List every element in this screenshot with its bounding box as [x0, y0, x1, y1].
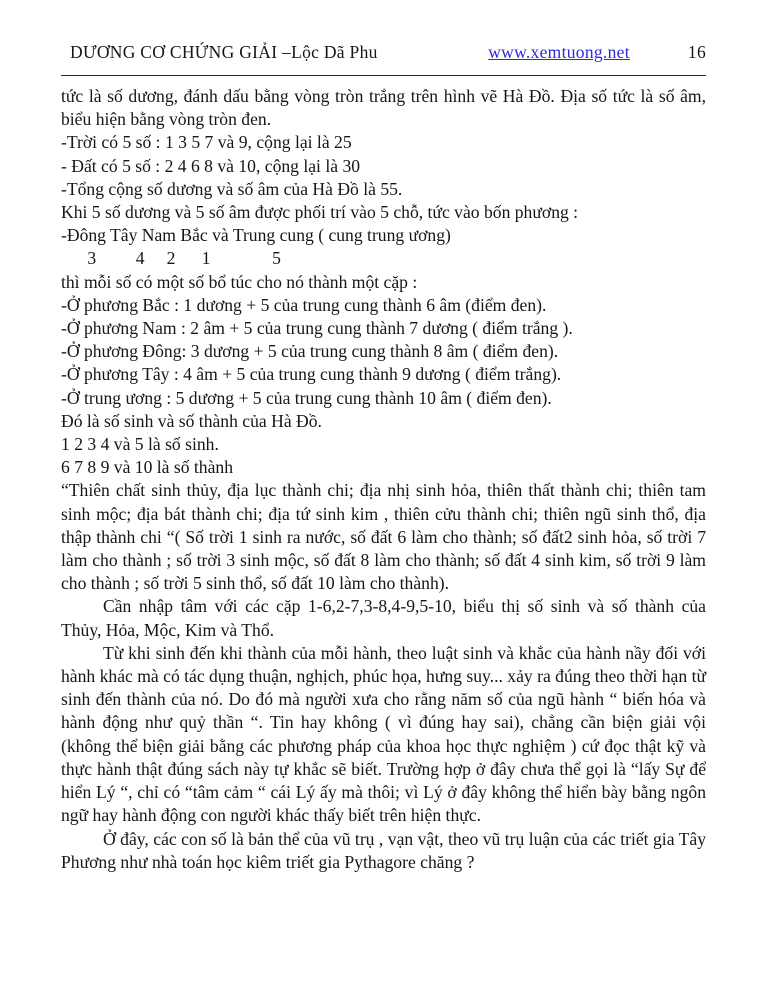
- paragraph-tu-khi-sinh: Từ khi sinh đến khi thành của mỗi hành, theo luật sinh và khắc của hành nầy đối với hành khác mà có tác dụng thuận, nghịch, phúc họa, hưng suy... xảy ra đúng theo thời hạn từ sinh đến thành của nó. Do đó mà người xưa cho rằng năm số của ngũ hành “ biến hóa và hành động như quỷ thần “. Tin hay không ( vì đúng hay sai), chẳng cần biện giải vội (không thể biện giải bằng các phương pháp của khoa học thực nghiệm ) cứ đọc thật kỹ và thực hành thật đúng sách này tự khắc sẽ biết. Trường hợp ở đây chưa thể gọi là “lấy Sự để hiển Lý “, chỉ có “tâm cảm “ cái Lý ấy mà thôi; vì Lý ở đây không thể hiển bày bằng ngôn ngữ hay hành động con người khác thấy biết trên hiện thực.: [61, 642, 706, 826]
- numbers-row: 3 4 2 1 5: [61, 248, 281, 269]
- page-header: [70, 42, 706, 63]
- document-body: [61, 85, 706, 874]
- line-so-sinh: 1 2 3 4 và 5 là số sinh.: [61, 434, 219, 455]
- line-dong-tay-nam-bac: -Đông Tây Nam Bắc và Trung cung ( cung trung ương): [61, 225, 451, 246]
- line-tong-cong: -Tổng cộng số dương và số âm của Hà Đồ là 55.: [61, 178, 403, 199]
- line-so-sinh-so-thanh: Đó là số sinh và số thành của Hà Đồ.: [61, 410, 322, 431]
- website-link[interactable]: www.xemtuong.net: [488, 42, 630, 62]
- paragraph-intro: tức là số dương, đánh dấu bằng vòng tròn trắng trên hình vẽ Hà Đồ. Địa số tức là số âm, biểu hiện bằng vòng tròn đen.: [61, 86, 706, 130]
- line-dat-5-so: - Đất có 5 số : 2 4 6 8 và 10, cộng lại là 30: [61, 155, 361, 176]
- line-khi-5-so: Khi 5 số dương và 5 số âm được phối trí vào 5 chỗ, tức vào bốn phương :: [61, 202, 579, 223]
- paragraph-o-day: Ở đây, các con số là bản thể của vũ trụ , vạn vật, theo vũ trụ luận của các triết gia Tây Phương như nhà toán học kiêm triết gia Pythagore chăng ?: [61, 828, 706, 872]
- document-title: DƯƠNG CƠ CHỨNG GIẢI –Lộc Dã Phu: [70, 42, 378, 62]
- line-phuong-bac: -Ở phương Bắc : 1 dương + 5 của trung cung thành 6 âm (điểm đen).: [61, 294, 547, 315]
- line-bo-tuc: thì mỗi số có một số bổ túc cho nó thành một cặp :: [61, 271, 418, 292]
- line-phuong-dong: -Ở phương Đông: 3 dương + 5 của trung cung thành 8 âm ( điểm đen).: [61, 341, 559, 362]
- paragraph-thien-chat: “Thiên chất sinh thủy, địa lục thành chi; địa nhị sinh hỏa, thiên thất thành chi; thiên tam sinh mộc; địa bát thành chi; địa tứ sinh kim , thiên cửu thành chi; thiên ngũ sinh thổ, địa thập thành chi “( Số trời 1 sinh ra nước, số đất 6 làm cho thành; số đất2 sinh hỏa, số trời 7 làm cho thành ; số trời 3 sinh mộc, số đất 8 làm cho thành; số đất 4 sinh kim, số trời 9 làm cho thành ; số trời 5 sinh thổ, số đất 10 làm cho thành).: [61, 480, 706, 594]
- header-divider: [61, 75, 706, 76]
- paragraph-can-nhap-tam: Cần nhập tâm với các cặp 1-6,2-7,3-8,4-9,5-10, biểu thị số sinh và số thành của Thủy, Hỏa, Mộc, Kim và Thổ.: [61, 596, 706, 640]
- line-phuong-nam: -Ở phương Nam : 2 âm + 5 của trung cung thành 7 dương ( điểm trắng ).: [61, 318, 573, 339]
- line-phuong-tay: -Ở phương Tây : 4 âm + 5 của trung cung thành 9 dương ( điểm trắng).: [61, 364, 562, 385]
- line-trung-uong: -Ở trung ương : 5 dương + 5 của trung cung thành 10 âm ( điểm đen).: [61, 387, 552, 408]
- line-troi-5-so: -Trời có 5 số : 1 3 5 7 và 9, cộng lại là 25: [61, 132, 352, 153]
- line-so-thanh: 6 7 8 9 và 10 là số thành: [61, 457, 234, 478]
- page-number: 16: [687, 42, 706, 62]
